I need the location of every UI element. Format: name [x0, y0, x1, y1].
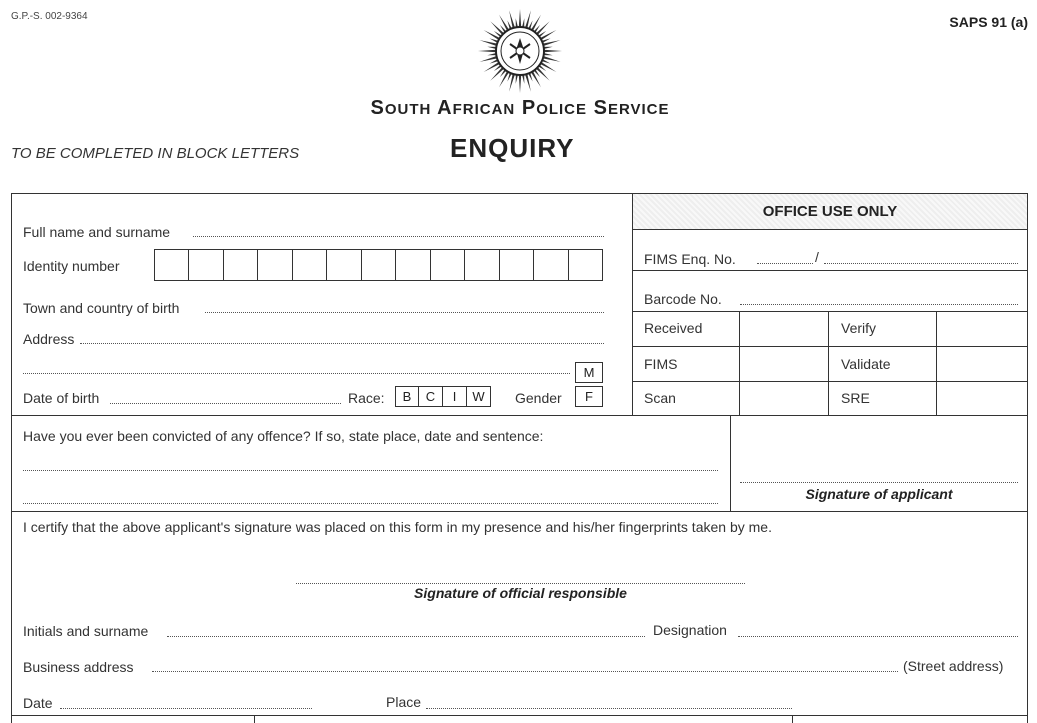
identity-digit-box[interactable] [464, 250, 498, 280]
identity-digit-box[interactable] [292, 250, 326, 280]
divider [11, 511, 1028, 512]
applicant-signature-field[interactable] [740, 482, 1018, 483]
gender-label: Gender [515, 390, 562, 406]
designation-field[interactable] [738, 636, 1018, 637]
official-signature-field[interactable] [296, 583, 745, 584]
office-verify-label: Verify [841, 320, 877, 336]
initials-field[interactable] [167, 636, 645, 637]
birth-place-label: Town and country of birth [23, 300, 180, 316]
divider [792, 715, 793, 723]
dob-field[interactable] [110, 403, 341, 404]
org-name-word: SERVICE [593, 97, 670, 119]
identity-digit-box[interactable] [499, 250, 533, 280]
identity-digit-box[interactable] [568, 250, 602, 280]
block-letters-note: TO BE COMPLETED IN BLOCK LETTERS [11, 145, 300, 162]
org-name [357, 97, 683, 120]
office-sre-label: SRE [841, 390, 870, 406]
applicant-signature-label: Signature of applicant [805, 486, 953, 502]
divider [254, 715, 255, 723]
designation-label: Designation [653, 622, 727, 638]
form-code: SAPS 91 (a) [949, 14, 1028, 30]
identity-number-boxes[interactable] [154, 249, 603, 281]
org-name-word: POLICE [521, 97, 588, 119]
office-validate-label: Validate [841, 356, 891, 372]
divider [11, 715, 1028, 716]
identity-digit-box[interactable] [257, 250, 291, 280]
divider [633, 311, 1027, 312]
race-option-i[interactable]: I [443, 386, 467, 407]
identity-digit-box[interactable] [188, 250, 222, 280]
race-option-c[interactable]: C [419, 386, 443, 407]
address-label: Address [23, 331, 75, 347]
barcode-field[interactable] [740, 304, 1018, 305]
fims-enq-field-2[interactable] [824, 263, 1018, 264]
official-signature-label: Signature of official responsible [414, 585, 627, 601]
gps-code: G.P.-S. 002-9364 [11, 11, 88, 22]
identity-digit-box[interactable] [395, 250, 429, 280]
dob-label: Date of birth [23, 390, 100, 406]
divider [633, 270, 1027, 271]
address-field-2[interactable] [23, 373, 570, 374]
business-address-field[interactable] [152, 671, 898, 672]
divider [828, 311, 829, 416]
divider [633, 381, 1027, 382]
identity-label: Identity number [23, 258, 120, 274]
barcode-label: Barcode No. [644, 291, 722, 307]
org-name-word: SOUTH [370, 97, 432, 119]
divider [739, 311, 740, 416]
race-option-b[interactable]: B [395, 386, 419, 407]
divider [633, 346, 1027, 347]
office-fims-label: FIMS [644, 356, 678, 372]
birth-place-field[interactable] [205, 312, 604, 313]
business-address-label: Business address [23, 659, 134, 675]
gender-option-m[interactable]: M [575, 362, 603, 383]
identity-digit-box[interactable] [155, 250, 188, 280]
date-field[interactable] [60, 708, 312, 709]
address-field-1[interactable] [80, 343, 604, 344]
identity-digit-box[interactable] [223, 250, 257, 280]
full-name-field[interactable] [193, 236, 604, 237]
police-star-emblem [477, 8, 563, 94]
divider [936, 311, 937, 416]
office-received-label: Received [644, 320, 703, 336]
identity-digit-box[interactable] [430, 250, 464, 280]
form-title: ENQUIRY [450, 133, 575, 163]
identity-digit-box[interactable] [533, 250, 567, 280]
race-label: Race: [348, 390, 385, 406]
race-options [395, 386, 491, 407]
divider [11, 415, 1028, 416]
conviction-field-1[interactable] [23, 470, 718, 471]
org-name-word: AFRICAN [437, 97, 516, 119]
identity-digit-box[interactable] [361, 250, 395, 280]
fims-enq-field-1[interactable] [757, 263, 813, 264]
office-use-heading: OFFICE USE ONLY [762, 203, 898, 220]
certification-statement: I certify that the above applicant's signature was placed on this form in my presence and his/her fingerprints taken by me. [23, 519, 772, 535]
race-option-w[interactable]: W [467, 386, 491, 407]
street-address-note: (Street address) [903, 658, 1004, 674]
place-label: Place [386, 694, 422, 710]
place-field[interactable] [426, 708, 792, 709]
fims-enq-label: FIMS Enq. No. [644, 251, 736, 267]
initials-label: Initials and surname [23, 623, 149, 639]
full-name-label: Full name and surname [23, 224, 171, 240]
fims-enq-separator: / [815, 249, 819, 265]
gender-option-f[interactable]: F [575, 386, 603, 407]
office-scan-label: Scan [644, 390, 676, 406]
identity-digit-box[interactable] [326, 250, 360, 280]
conviction-field-2[interactable] [23, 503, 718, 504]
conviction-question: Have you ever been convicted of any offence? If so, state place, date and sentence: [23, 428, 544, 444]
date-label: Date [23, 695, 53, 711]
